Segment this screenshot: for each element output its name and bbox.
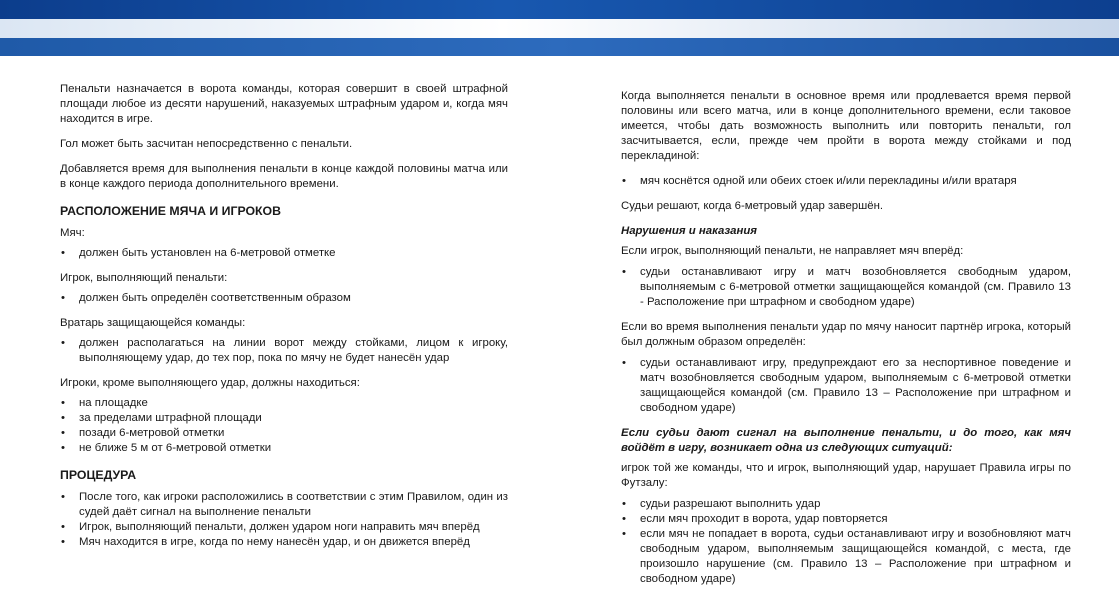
bullet-list-infringement-1 — [621, 265, 1071, 310]
label-kicker: Игрок, выполняющий пенальти: — [60, 272, 228, 284]
banner-stripe-middle — [0, 19, 1119, 38]
list-item: • позади 6-метровой отметки — [60, 426, 508, 441]
paragraph: Если во время выполнения пенальти удар по мячу наносит партнёр игрока, который был должным образом определён: — [621, 321, 1071, 348]
list-item: • должен быть установлен на 6-метровой отметке — [60, 246, 508, 261]
list-item: • Игрок, выполняющий пенальти, должен ударом ноги направить мяч вперёд — [60, 520, 508, 535]
list-item: • Мяч находится в игре, когда по нему нанесён удар, и он движется вперёд — [60, 535, 508, 550]
bullet-list-goal-conditions — [621, 174, 1071, 189]
list-item: • если мяч не попадает в ворота, судьи останавливают игру и возобновляют матч свободным ударом, выполняемым защищающейся командой, с места, где произошло нарушение (см. Правило 13 – Расположение при штрафном и свободном ударе) — [621, 527, 1071, 587]
bullet-list-ball — [60, 246, 508, 261]
section-heading-procedure: ПРОЦЕДУРА — [60, 468, 137, 482]
list-item: • мяч коснётся одной или обеих стоек и/или перекладины и/или вратаря — [621, 174, 1071, 189]
paragraph: Судьи решают, когда 6-метровый удар завершён. — [621, 200, 884, 212]
list-item: • не ближе 5 м от 6-метровой отметки — [60, 441, 508, 456]
paragraph: Если игрок, выполняющий пенальти, не направляет мяч вперёд: — [621, 245, 964, 257]
header-banner — [0, 0, 1119, 56]
bullet-list-infringement-2 — [621, 356, 1071, 416]
section-heading-positions: РАСПОЛОЖЕНИЕ МЯЧА И ИГРОКОВ — [60, 204, 281, 218]
paragraph: Пенальти назначается в ворота команды, которая совершит в своей штрафной площади любое из десяти нарушений, наказуемых штрафным ударом и, когда мяч находится в игре. — [60, 83, 508, 125]
list-item: • на площадке — [60, 396, 508, 411]
banner-divider — [0, 56, 1119, 57]
subheading-infringements: Нарушения и наказания — [621, 225, 758, 237]
list-item: • если мяч проходит в ворота, удар повторяется — [621, 512, 1071, 527]
list-item: • должен быть определён соответственным образом — [60, 291, 508, 306]
banner-stripe-top — [0, 0, 1119, 19]
bullet-list-procedure — [60, 490, 508, 550]
right-column — [621, 89, 1071, 597]
subheading-situations: Если судьи дают сигнал на выполнение пенальти, и до того, как мяч войдёт в игру, возникает одна из следующих ситуаций: — [621, 427, 1071, 454]
bullet-list-situations — [621, 497, 1071, 587]
bullet-list-kicker — [60, 291, 508, 306]
paragraph: Когда выполняется пенальти в основное время или продлевается время первой половины или всего матча, или в конце дополнительного времени, если таковое имеется, чтобы дать возможность выполнить или повторить пенальти, гол засчитывается, если, прежде чем пройти в ворота между стойками и под перекладиной: — [621, 90, 1071, 162]
list-item: • должен располагаться на линии ворот между стойками, лицом к игроку, выполняющему удар, до тех пор, пока по мячу не будет нанесён удар — [60, 336, 508, 366]
list-item: • судьи разрешают выполнить удар — [621, 497, 1071, 512]
list-item: • за пределами штрафной площади — [60, 411, 508, 426]
label-other-players: Игроки, кроме выполняющего удар, должны находиться: — [60, 377, 360, 389]
list-item: • После того, как игроки расположились в соответствии с этим Правилом, один из судей даёт сигнал на выполнение пенальти — [60, 490, 508, 520]
list-item: • судьи останавливают игру и матч возобновляется свободным ударом, выполняемым с 6-метровой отметки защищающейся командой (см. Правило 13 - Расположение при штрафном и свободном ударе) — [621, 265, 1071, 310]
paragraph: Гол может быть засчитан непосредственно с пенальти. — [60, 138, 353, 150]
left-column — [60, 82, 508, 560]
paragraph: Добавляется время для выполнения пенальти в конце каждой половины матча или в конце каждого периода дополнительного времени. — [60, 163, 508, 190]
paragraph: игрок той же команды, что и игрок, выполняющий удар, нарушает Правила игры по Футзалу: — [621, 462, 1071, 489]
bullet-list-goalkeeper — [60, 336, 508, 366]
banner-stripe-bottom — [0, 38, 1119, 56]
bullet-list-other-players — [60, 396, 508, 456]
label-ball: Мяч: — [60, 227, 85, 239]
list-item: • судьи останавливают игру, предупреждают его за неспортивное поведение и матч возобновляется свободным ударом, выполняемым с 6-метровой отметки защищающейся командой (см. Правило 13 – Расположение при штрафном и свободном ударе) — [621, 356, 1071, 416]
label-goalkeeper: Вратарь защищающейся команды: — [60, 317, 246, 329]
